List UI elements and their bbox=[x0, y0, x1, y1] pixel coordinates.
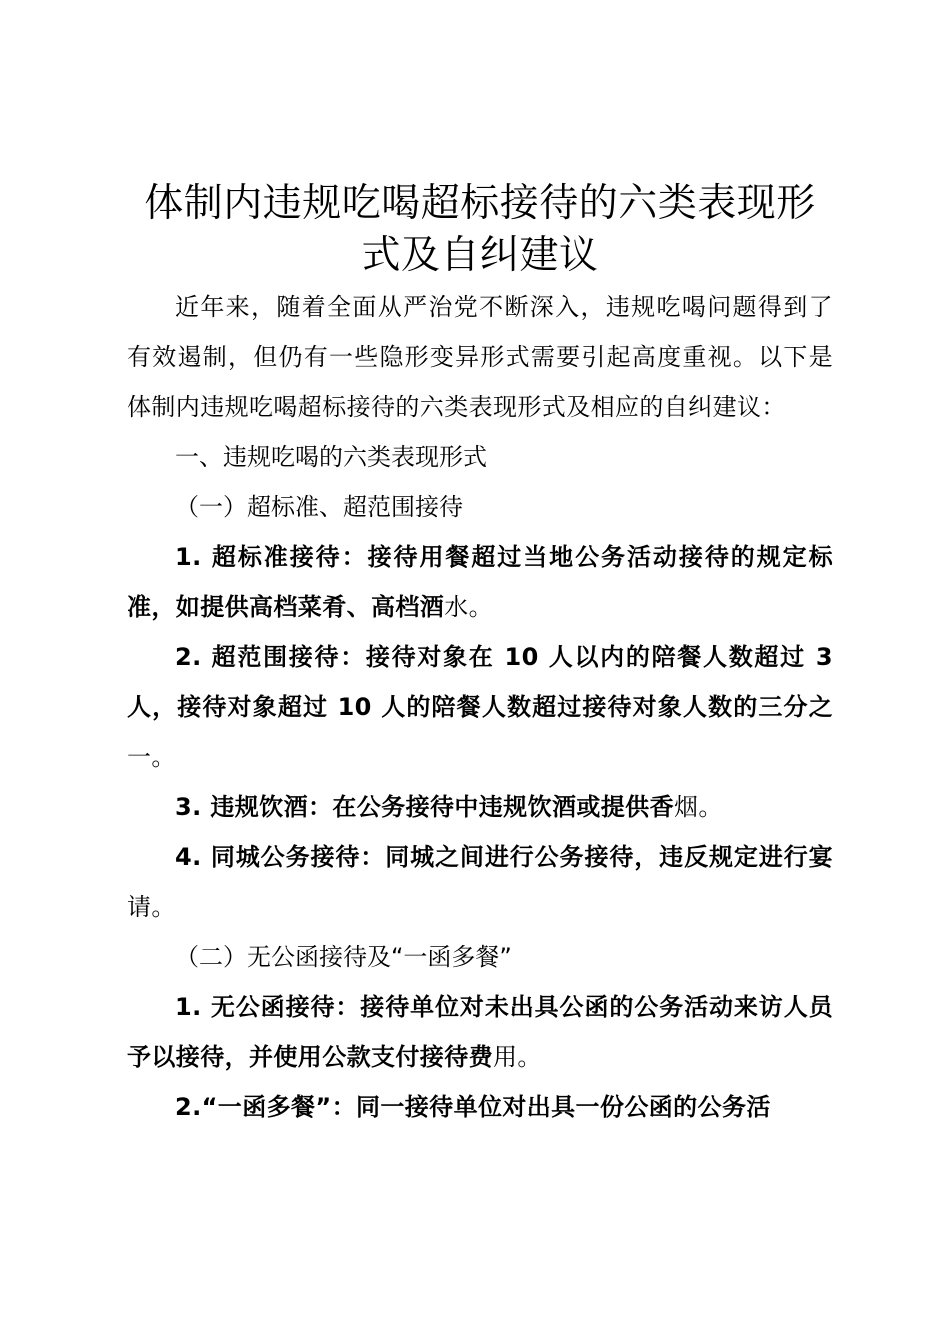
list-item-bold-text: 3. 违规饮酒：在公务接待中违规饮酒或提供香 bbox=[175, 793, 674, 821]
list-item-tail-text: 水。 bbox=[444, 593, 494, 621]
list-item bbox=[127, 832, 833, 932]
subsection-heading: （二）无公函接待及“一函多餐” bbox=[175, 943, 512, 971]
list-item-bold-text: 1. 无公函接待：接待单位对未出具公函的公务活动来访人员予以接待，并使用公款支付接待费 bbox=[127, 993, 833, 1071]
document-title: 体制内违规吃喝超标接待的六类表现形式及自纠建议 bbox=[144, 181, 816, 278]
section-heading: 一、违规吃喝的六类表现形式 bbox=[175, 443, 487, 471]
list-item bbox=[127, 1082, 833, 1132]
document-page bbox=[127, 178, 833, 1132]
list-item-tail-text: 一。 bbox=[127, 743, 176, 771]
list-item-tail-text: 烟。 bbox=[673, 793, 723, 821]
list-item-bold-text: 2.“一函多餐”：同一接待单位对出具一份公函的公务活 bbox=[175, 1093, 771, 1121]
list-item bbox=[127, 782, 833, 832]
list-item-bold-text: 2. 超范围接待：接待对象在 10 人以内的陪餐人数超过 3 人，接待对象超过 10 人的陪餐人数超过接待对象人数的三分之 bbox=[127, 643, 833, 721]
list-item bbox=[127, 982, 833, 1082]
list-item-bold-text: 1. 超标准接待：接待用餐超过当地公务活动接待的规定标准，如提供高档菜肴、高档酒 bbox=[127, 543, 833, 621]
list-item-bold-text: 4. 同城公务接待：同城之间进行公务接待，违反规定进行宴 bbox=[175, 843, 833, 871]
intro-paragraph: 近年来，随着全面从严治党不断深入，违规吃喝问题得到了有效遏制，但仍有一些隐形变异形式需要引起高度重视。以下是体制内违规吃喝超标接待的六类表现形式及相应的自纠建议： bbox=[127, 293, 833, 421]
list-item-tail-text: 请。 bbox=[127, 893, 176, 921]
list-item-tail-text: 用。 bbox=[493, 1043, 542, 1071]
list-item bbox=[127, 532, 833, 632]
list-item bbox=[127, 632, 833, 782]
subsection-heading: （一）超标准、超范围接待 bbox=[175, 493, 463, 521]
